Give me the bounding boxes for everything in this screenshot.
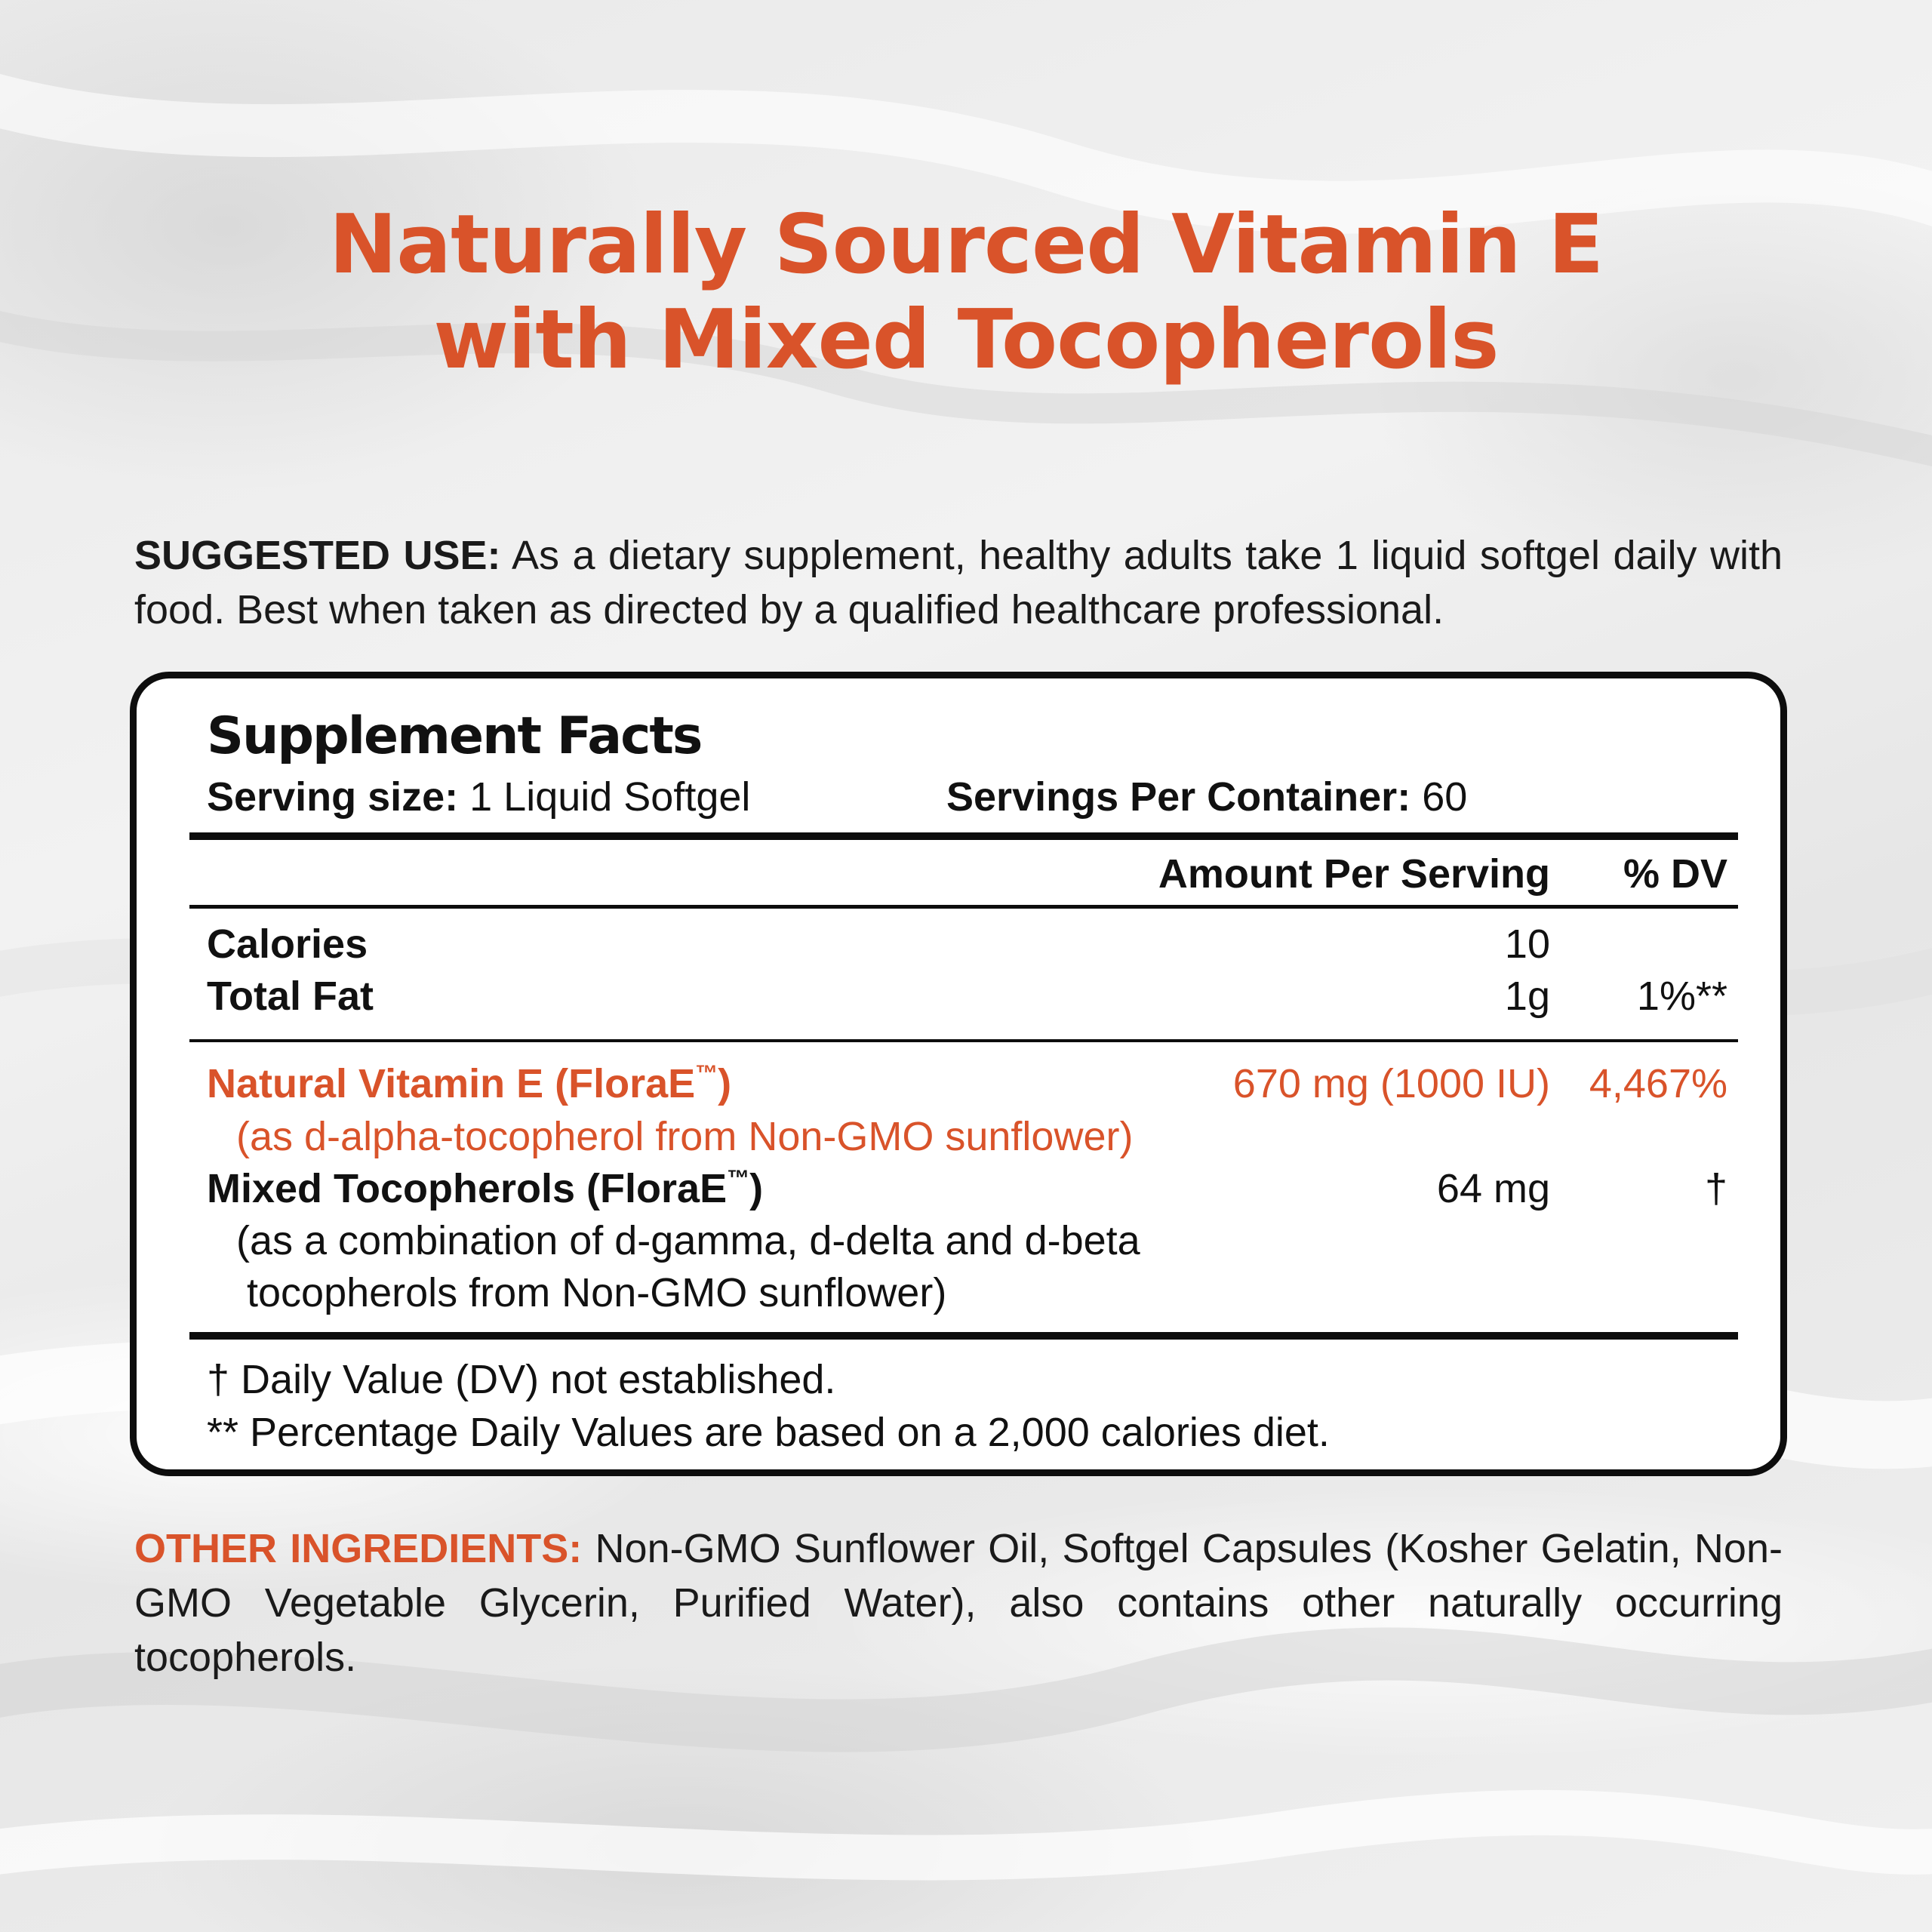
thick-divider-bottom xyxy=(189,1332,1738,1340)
mixed-tocopherols-amount: 64 mg xyxy=(1436,1166,1550,1211)
suggested-use-text: As a dietary supplement, healthy adults take 1 liquid softgel daily with food. Best when taken as directed by a qualified healthcare professional. xyxy=(134,533,1783,632)
facts-title: Supplement Facts xyxy=(207,706,702,766)
divider-header xyxy=(189,905,1738,909)
servings-per-container xyxy=(946,773,1467,821)
servings-value: 60 xyxy=(1411,774,1468,820)
total-fat-amount: 1g xyxy=(1504,974,1550,1019)
footnote-dagger: † Daily Value (DV) not established. xyxy=(207,1357,836,1402)
total-fat-dv: 1%** xyxy=(1636,974,1727,1019)
other-ingredients-text: Non-GMO Sunflower Oil, Softgel Capsules (Kosher Gelatin, Non-GMO Vegetable Glycerin, Purified Water), also contains other naturally occurring tocopherols. xyxy=(134,1526,1783,1680)
mixed-tocopherols-source-1: (as a combination of d-gamma, d-delta and d-beta xyxy=(236,1218,1140,1263)
serving-size xyxy=(207,773,750,821)
total-fat-label: Total Fat xyxy=(207,974,374,1019)
supplement-facts-panel xyxy=(130,672,1787,1476)
vitamin-e-dv: 4,467% xyxy=(1589,1061,1727,1106)
trademark-symbol: ™ xyxy=(695,1061,718,1086)
mixed-tocopherols-source-2: tocopherols from Non-GMO sunflower) xyxy=(247,1270,947,1315)
col-header-amount: Amount Per Serving xyxy=(1158,851,1550,897)
suggested-use xyxy=(134,528,1783,637)
vitamin-e-source: (as d-alpha-tocopherol from Non-GMO sunflower) xyxy=(236,1114,1134,1159)
mixed-tocopherols-label: Mixed Tocopherols (FloraE xyxy=(207,1166,728,1211)
calories-amount: 10 xyxy=(1504,921,1550,967)
headline-line-1: Naturally Sourced Vitamin E xyxy=(328,198,1604,292)
vitamin-e-label-end: ) xyxy=(718,1061,732,1106)
col-header-dv: % DV xyxy=(1623,851,1727,897)
headline-line-2: with Mixed Tocopherols xyxy=(433,293,1499,387)
footnote-percentage: ** Percentage Daily Values are based on a 2,000 calories diet. xyxy=(207,1410,1330,1455)
mixed-tocopherols-label-end: ) xyxy=(749,1166,764,1211)
calories-label: Calories xyxy=(207,921,368,967)
vitamin-e-name xyxy=(207,1060,731,1108)
serving-size-value: 1 Liquid Softgel xyxy=(458,774,751,820)
vitamin-e-label: Natural Vitamin E (FloraE xyxy=(207,1061,696,1106)
vitamin-e-amount: 670 mg (1000 IU) xyxy=(1232,1061,1550,1106)
serving-size-label: Serving size: xyxy=(207,774,459,820)
other-ingredients-label: OTHER INGREDIENTS: xyxy=(134,1526,583,1571)
thick-divider-top xyxy=(189,832,1738,840)
servings-label: Servings Per Container: xyxy=(946,774,1411,820)
trademark-symbol: ™ xyxy=(727,1166,750,1191)
mixed-tocopherols-name xyxy=(207,1164,763,1213)
suggested-use-label: SUGGESTED USE: xyxy=(134,533,501,578)
mixed-tocopherols-dv: † xyxy=(1704,1166,1727,1211)
other-ingredients xyxy=(134,1521,1783,1684)
headline xyxy=(0,198,1932,388)
divider-nutrients xyxy=(189,1039,1738,1042)
